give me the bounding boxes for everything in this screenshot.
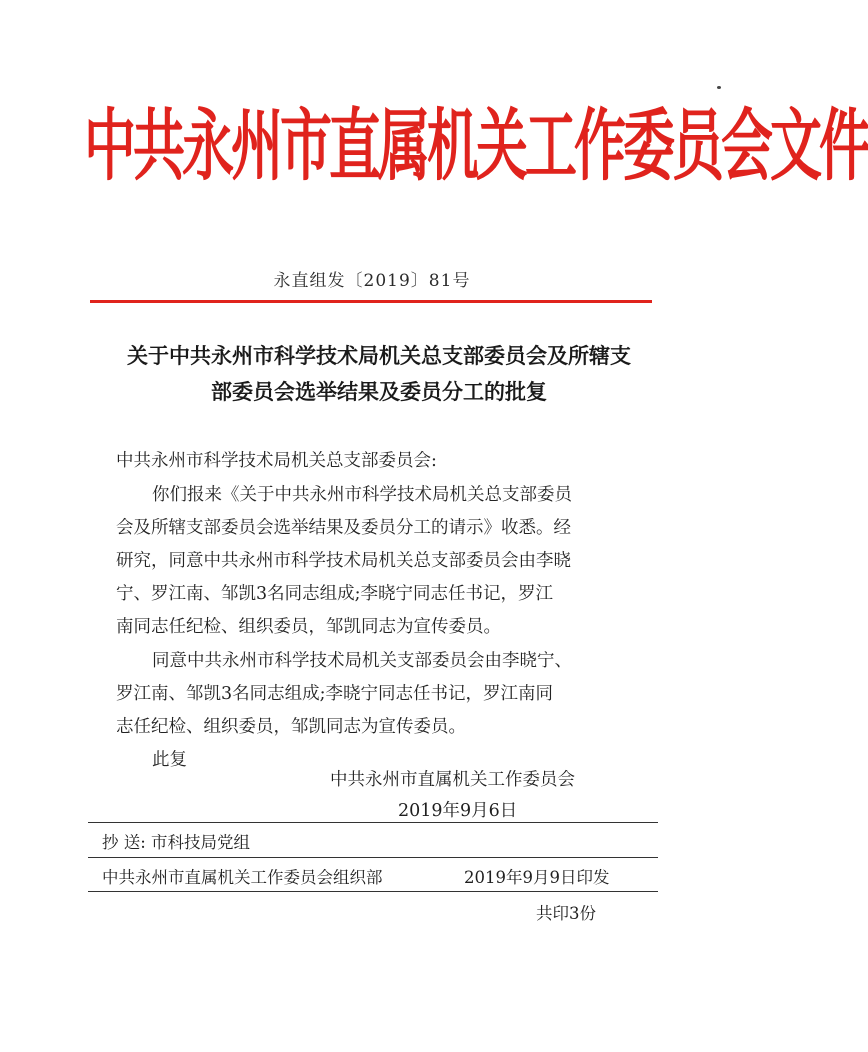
document-number: 永直组发〔2019〕81号 (273, 271, 471, 291)
issuer-org: 中共永州市直属机关工作委员会组织部 (102, 868, 383, 887)
body-line: 会及所辖支部委员会选举结果及委员分工的请示》收悉。经 (116, 518, 571, 538)
document-subject (116, 338, 642, 410)
cc-line: 抄 送: 市科技局党组 (102, 833, 251, 852)
print-date: 2019年9月9日印发 (464, 868, 610, 887)
subject-line-2: 部委员会选举结果及委员分工的批复 (211, 379, 547, 404)
copies-count: 共印3份 (536, 904, 596, 923)
body-line: 志任纪检、组织委员，邹凯同志为宣传委员。 (116, 717, 466, 737)
footer-rule-bottom (88, 891, 658, 892)
body-line: 你们报来《关于中共永州市科学技术局机关总支部委员 (152, 485, 572, 505)
scan-speck (717, 86, 721, 89)
body-line: 罗江南、邹凯3名同志组成;李晓宁同志任书记，罗江南同 (116, 684, 554, 704)
body-line: 南同志任纪检、组织委员，邹凯同志为宣传委员。 (116, 617, 501, 637)
closing-line: 此复 (152, 750, 187, 770)
footer-rule-top (88, 822, 658, 823)
subject-line-1: 关于中共永州市科学技术局机关总支部委员会及所辖支 (127, 343, 631, 368)
header-red-rule (90, 300, 652, 303)
document-header-title: 中共永州市直属机关工作委员会文件 (84, 102, 868, 192)
body-line: 宁、罗江南、邹凯3名同志组成;李晓宁同志任书记，罗江 (116, 584, 554, 604)
footer-rule-middle (88, 857, 658, 858)
signature-org: 中共永州市直属机关工作委员会 (330, 770, 575, 790)
signature-date: 2019年9月6日 (398, 801, 518, 821)
body-line: 同意中共永州市科学技术局机关支部委员会由李晓宁、 (152, 651, 572, 671)
body-line: 研究，同意中共永州市科学技术局机关总支部委员会由李晓 (116, 551, 571, 571)
salutation: 中共永州市科学技术局机关总支部委员会: (116, 451, 437, 471)
